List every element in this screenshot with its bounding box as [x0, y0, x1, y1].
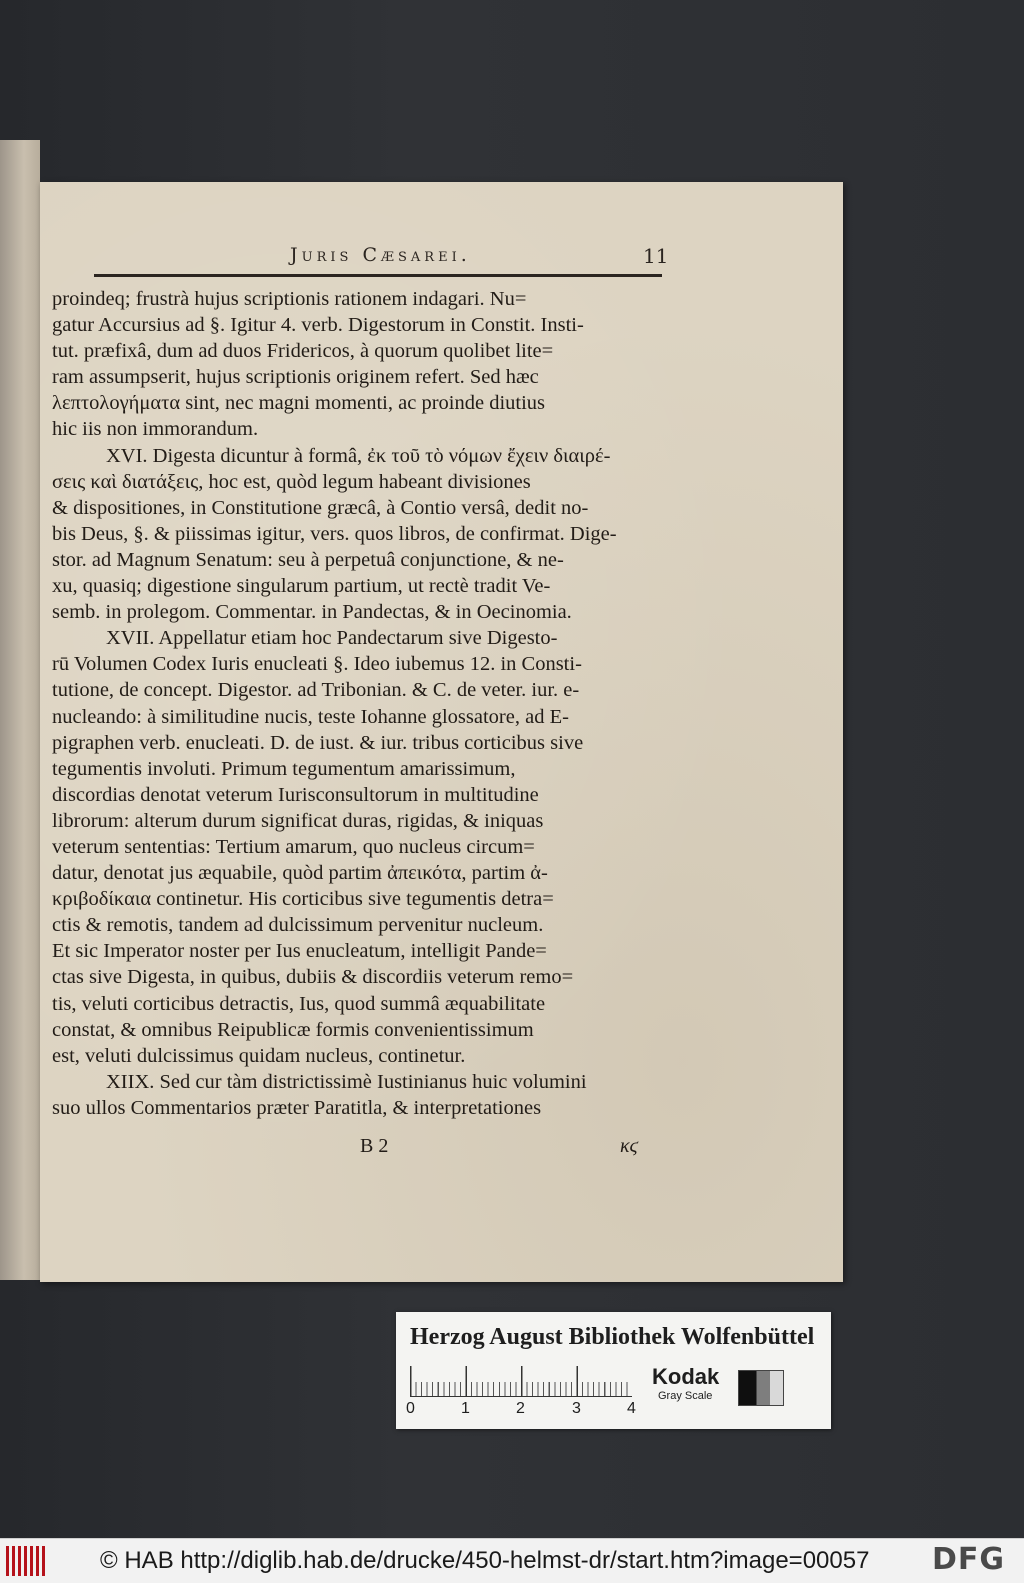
text-line: XVI. Digesta dicuntur à formâ, ἐκ τοῦ τὸ νόμων ἔχειν διαιρέ- — [106, 444, 611, 467]
text-line: nucleando: à similitudine nucis, teste Iohanne glossatore, ad E- — [52, 705, 569, 728]
gray-scale-swatch — [738, 1370, 784, 1406]
text-line: tut. præfixâ, dum ad duos Fridericos, à quorum quolibet lite= — [52, 340, 554, 363]
text-line: tis, veluti corticibus detractis, Ius, quod summâ æquabilitate — [52, 992, 546, 1015]
ruler-number: 3 — [572, 1400, 581, 1417]
text-line: datur, denotat jus æquabile, quòd partim ἀπεικότα, partim ἀ- — [52, 862, 548, 885]
text-line: veterum sententias: Tertium amarum, quo nucleus circum= — [52, 835, 535, 858]
library-name: Herzog August Bibliothek Wolfenbüttel — [410, 1324, 815, 1350]
text-line: rū Volumen Codex Iuris enucleati §. Ideo iubemus 12. in Consti- — [52, 653, 582, 676]
footer-bar — [0, 1538, 1024, 1583]
catchword: κϛ — [620, 1135, 639, 1157]
text-line: & dispositiones, in Constitutione græcâ, à Contio versâ, dedit no- — [52, 496, 589, 519]
ruler-number: 2 — [516, 1400, 525, 1417]
text-line: κριβοδίκαια continetur. His corticibus sive tegumentis detra= — [52, 888, 554, 911]
hab-logo-icon — [6, 1546, 46, 1576]
text-line: tutione, de concept. Digestor. ad Tribonian. & C. de veter. iur. e- — [52, 679, 580, 702]
text-line: XVII. Appellatur etiam hoc Pandectarum sive Digesto- — [106, 627, 558, 650]
text-line: est, veluti dulcissimus quidam nucleus, continetur. — [52, 1044, 466, 1067]
footer-copyright-link[interactable]: © HAB http://diglib.hab.de/drucke/450-helmst-dr/start.htm?image=00057 — [100, 1547, 870, 1574]
text-line: tegumentis involuti. Primum tegumentum amarissimum, — [52, 757, 516, 780]
library-label-card — [396, 1312, 831, 1429]
running-head: Juris Cæsarei. — [290, 244, 471, 266]
text-line: proindeq; frustrà hujus scriptionis rationem indagari. Nu= — [52, 288, 527, 310]
text-line: stor. ad Magnum Senatum: seu à perpetuâ conjunctione, & ne- — [52, 548, 564, 571]
text-line: xu, quasiq; digestione singularum partium, ut rectè tradit Ve- — [52, 575, 551, 598]
previous-page-edge — [0, 140, 40, 1280]
text-line: pigraphen verb. enucleati. D. de iust. & iur. tribus corticibus sive — [52, 731, 584, 754]
page-text — [52, 286, 674, 1121]
text-line: suo ullos Commentarios præter Paratitla, & interpretationes — [52, 1096, 542, 1119]
text-line: bis Deus, §. & piissimas igitur, vers. quos libros, de confirmat. Dige- — [52, 522, 617, 545]
text-line: ctas sive Digesta, in quibus, dubiis & discordiis veterum remo= — [52, 966, 574, 989]
scale-ruler — [410, 1364, 632, 1397]
text-line: σεις καὶ διατάξεις, hoc est, quòd legum habeant divisiones — [52, 470, 531, 493]
kodak-logo: Kodak — [652, 1364, 720, 1389]
text-line: gatur Accursius ad §. Igitur 4. verb. Digestorum in Constit. Insti- — [52, 314, 584, 337]
text-line: XIIX. Sed cur tàm districtissimè Iustinianus huic volumini — [106, 1070, 587, 1093]
ruler-number: 1 — [461, 1400, 470, 1417]
ruler-ticks — [410, 1366, 632, 1396]
text-line: Et sic Imperator noster per Ius enucleatum, intelligit Pande= — [52, 940, 547, 963]
text-line: semb. in prolegom. Commentar. in Pandectas, & in Oecinomia. — [52, 601, 572, 624]
ruler-number: 4 — [627, 1400, 636, 1417]
text-line: discordias denotat veterum Iurisconsultorum in multitudine — [52, 783, 539, 806]
ruler-number: 0 — [406, 1400, 415, 1417]
signature-mark: B 2 — [360, 1135, 389, 1157]
gray-scale-label: Gray Scale — [658, 1390, 713, 1402]
text-line: librorum: alterum durum significat duras, rigidas, & iniquas — [52, 809, 544, 832]
text-line: ctis & remotis, tandem ad dulcissimum pervenitur nucleum. — [52, 914, 544, 937]
dfg-logo: DFG — [932, 1542, 1006, 1577]
header-rule — [94, 274, 662, 277]
text-line: ram assumpserit, hujus scriptionis originem refert. Sed hæc — [52, 366, 539, 389]
text-line: constat, & omnibus Reipublicæ formis convenientissimum — [52, 1018, 534, 1041]
page-number: 11 — [643, 244, 669, 268]
text-line: λεπτολογήματα sint, nec magni momenti, ac proinde diutius — [52, 392, 546, 415]
book-page — [40, 182, 843, 1282]
text-line: hic iis non immorandum. — [52, 418, 259, 441]
